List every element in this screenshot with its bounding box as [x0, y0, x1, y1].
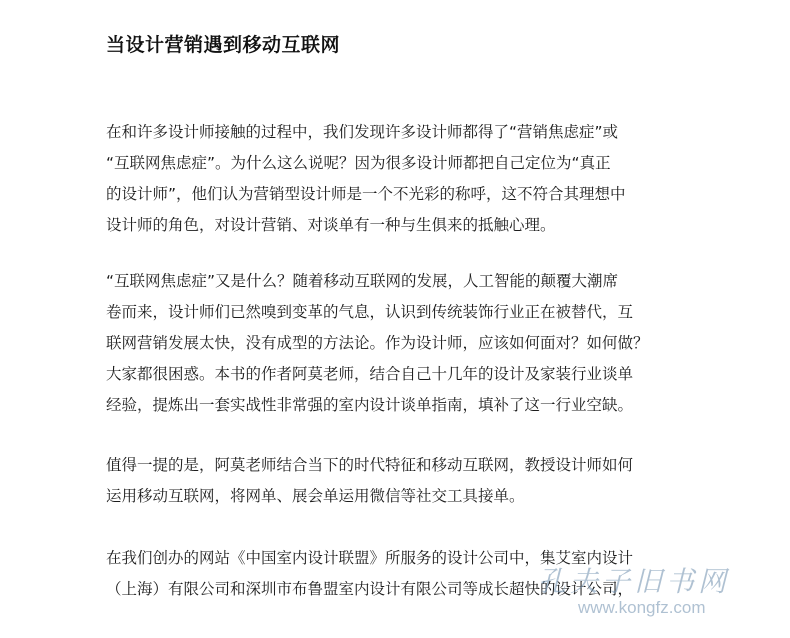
paragraph-line: 设计师的角色，对设计营销、对谈单有一种与生俱来的抵触心理。 [106, 216, 556, 234]
paragraph-line: 经验，提炼出一套实战性非常强的室内设计谈单指南，填补了这一行业空缺。 [106, 396, 634, 414]
paragraph-2 [106, 266, 692, 421]
paragraph-line: “互联网焦虑症”。为什么这么说呢？因为很多设计师都把自己定位为“真正 [106, 154, 611, 172]
paragraph-line: 大家都很困惑。本书的作者阿莫老师，结合自己十几年的设计及家装行业谈单 [106, 365, 634, 383]
paragraph-line: 在和许多设计师接触的过程中，我们发现许多设计师都得了“营销焦虑症”或 [106, 123, 619, 141]
paragraph-line: 联网营销发展太快，没有成型的方法论。作为设计师，应该如何面对？如何做？ [106, 334, 649, 352]
paragraph-line: 值得一提的是，阿莫老师结合当下的时代特征和移动互联网，教授设计师如何 [106, 456, 634, 474]
paragraph-line: 运用移动互联网，将网单、展会单运用微信等社交工具接单。 [106, 487, 525, 505]
paragraph-line: 的设计师”，他们认为营销型设计师是一个不光彩的称呼，这不符合其理想中 [106, 185, 626, 203]
paragraph-4 [106, 543, 692, 605]
article-title: 当设计营销遇到移动互联网 [106, 34, 341, 56]
paragraph-line: 卷而来，设计师们已然嗅到变革的气息，认识到传统装饰行业正在被替代，互 [106, 303, 634, 321]
paragraph-line: “互联网焦虑症”又是什么？随着移动互联网的发展，人工智能的颠覆大潮席 [106, 272, 619, 290]
watermark-text: 孔夫子旧书网 [538, 565, 731, 598]
paragraph-line: 在我们创办的网站《中国室内设计联盟》所服务的设计公司中，集艾室内设计 [106, 549, 634, 567]
paragraph-1 [106, 117, 692, 241]
paragraph-line: （上海）有限公司和深圳市布鲁盟室内设计有限公司等成长超快的设计公司， [106, 580, 634, 598]
watermark-url: www.kongfz.com [578, 598, 706, 617]
paragraph-3 [106, 450, 692, 512]
